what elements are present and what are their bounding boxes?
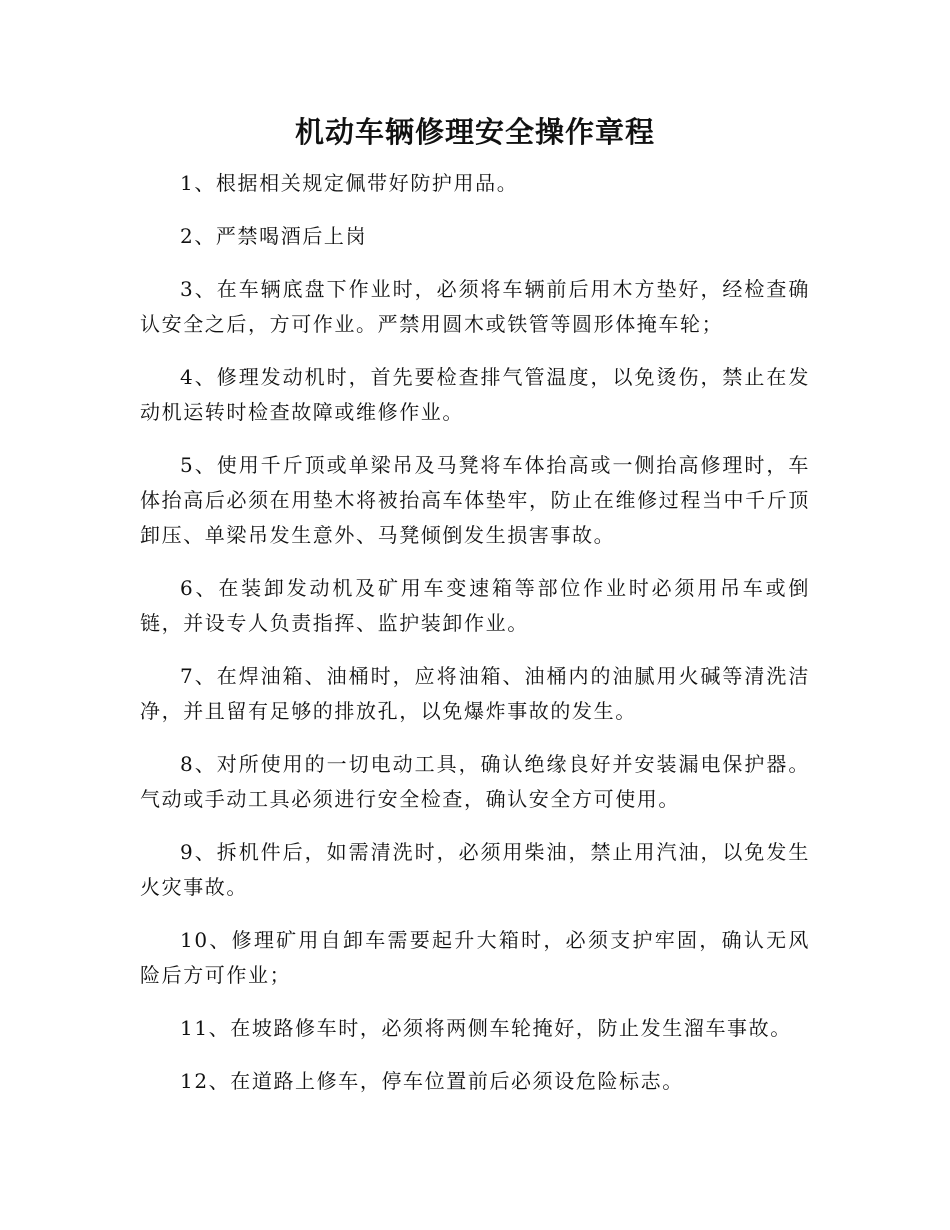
document-body xyxy=(140,166,810,1117)
document-title: 机动车辆修理安全操作章程 xyxy=(294,115,655,149)
rule-item-11: 11、在坡路修车时，必须将两侧车轮掩好，防止发生溜车事故。 xyxy=(180,1016,792,1040)
rule-item-9: 9、拆机件后，如需清洗时，必须用柴油，禁止用汽油，以免发生火灾事故。 xyxy=(140,840,810,899)
rule-item-3: 3、在车辆底盘下作业时，必须将车辆前后用木方垫好，经检查确认安全之后，方可作业。严禁用圆木或铁管等圆形体掩车轮； xyxy=(140,277,810,336)
rule-item-12: 12、在道路上修车，停车位置前后必须设危险标志。 xyxy=(180,1069,684,1093)
rule-item-1: 1、根据相关规定佩带好防护用品。 xyxy=(180,171,519,195)
rule-item-4: 4、修理发动机时，首先要检查排气管温度，以免烫伤，禁止在发动机运转时检查故障或维修作业。 xyxy=(140,365,810,424)
rule-item-2: 2、严禁喝酒后上岗 xyxy=(180,224,368,248)
rule-item-8: 8、对所使用的一切电动工具，确认绝缘良好并安装漏电保护器。气动或手动工具必须进行安全检查，确认安全方可使用。 xyxy=(140,752,810,811)
rule-item-5: 5、使用千斤顶或单梁吊及马凳将车体抬高或一侧抬高修理时，车体抬高后必须在用垫木将被抬高车体垫牢，防止在维修过程当中千斤顶卸压、单梁吊发生意外、马凳倾倒发生损害事故。 xyxy=(140,453,810,547)
rule-item-6: 6、在装卸发动机及矿用车变速箱等部位作业时必须用吊车或倒链，并设专人负责指挥、监护装卸作业。 xyxy=(140,576,810,635)
rule-item-7: 7、在焊油箱、油桶时，应将油箱、油桶内的油腻用火碱等清洗洁净，并且留有足够的排放孔，以免爆炸事故的发生。 xyxy=(140,664,810,723)
rule-item-10: 10、修理矿用自卸车需要起升大箱时，必须支护牢固，确认无风险后方可作业； xyxy=(140,928,810,987)
